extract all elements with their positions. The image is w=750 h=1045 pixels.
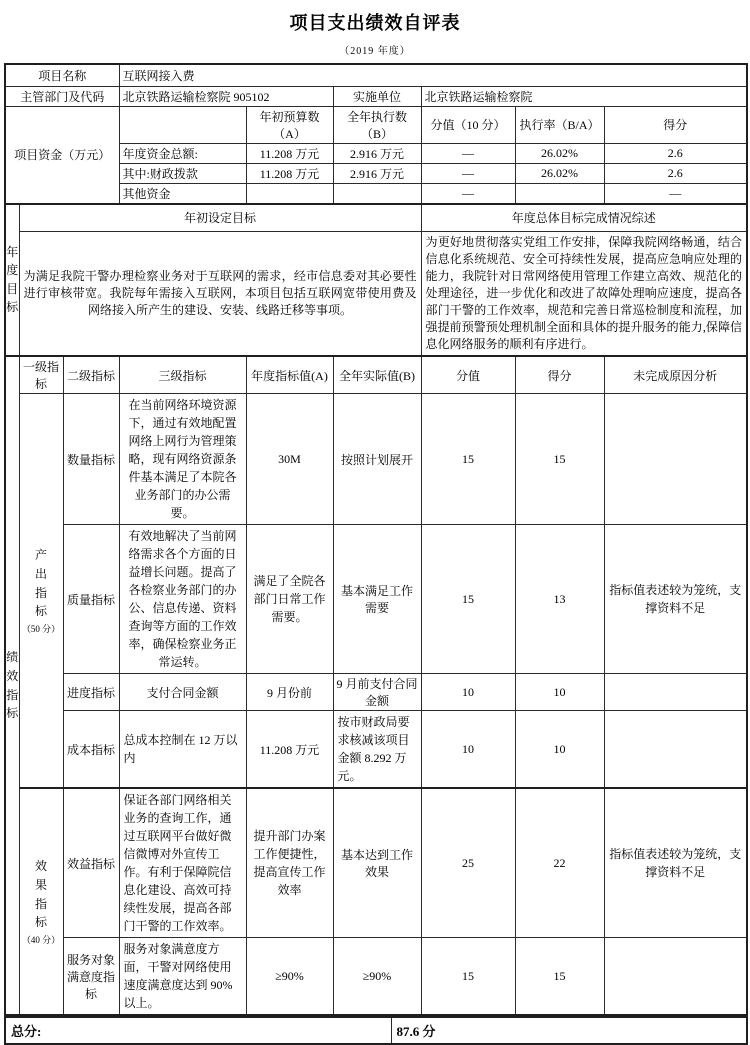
funds-other-label: 其他资金 [119,183,246,204]
funds-header-exec: 全年执行数（B） [333,106,421,143]
goal-summary-text: 为更好地贯彻落实党组工作安排，保障我院网络畅通，结合信息化系统规范、安全可持续性发展，提高应急响应处理的能力，我院针对日常网络使用管理工作建立高效、规范化的处理途径，进一步优化和改进了故障处理响应速度，提高各部门干警的工作效率，规范和完善日常巡检制度和流程，加强提前预警预处理机制全面和具体的提升服务的能力,保障信息化网络服务的顺利有序进行。 [421,232,747,357]
funds-fiscal-label: 其中:财政拨款 [119,163,246,183]
benefit-level3: 保证各部门网络相关业务的查询工作，通过互联网平台做好微信微博对外宣传工作。有利于保障院信息化建设、高效可持续性发展，提高各部门干警的工作效率。 [119,788,246,938]
quality-score: 13 [515,525,604,674]
quantity-reason [604,394,747,525]
funds-fiscal-points: — [421,163,515,183]
funds-total-budget: 11.208 万元 [246,143,333,163]
total-score-table [4,1016,748,1045]
quality-target: 满足了全院各部门日常工作需要。 [246,525,333,674]
quantity-actual: 按照计划展开 [333,394,421,525]
total-score-value: 87.6 分 [391,1017,747,1044]
benefit-score: 22 [515,788,604,938]
self-evaluation-table [4,63,748,1016]
progress-score: 10 [515,674,604,711]
funds-total-exec: 2.916 万元 [333,143,421,163]
impl-unit-label: 实施单位 [333,86,421,106]
funds-fiscal-score: 2.6 [604,163,747,183]
row-quantity-indicator [5,394,747,525]
satisfaction-level3: 服务对象满意度方面，干警对网络使用速度满意度达到 90%以上。 [119,938,246,1016]
funds-total-rate: 26.02% [515,143,604,163]
progress-points: 10 [421,674,515,711]
funds-other-budget [246,183,333,204]
header-actual: 全年实际值(B) [333,356,421,394]
cost-score: 10 [515,711,604,789]
funds-header-score: 得分 [604,106,747,143]
funds-other-exec [333,183,421,204]
goal-right-header: 年度总体目标完成情况综述 [421,204,747,232]
cost-actual: 按市财政局要求核减该项目金额 8.292 万元。 [333,711,421,789]
cost-target: 11.208 万元 [246,711,333,789]
quality-level3: 有效地解决了当前网络需求各个方面的日益增长问题。提高了各检察业务部门的办公、信息传递、资料查询等方面的工作效率，确保检察业务正常运转。 [119,525,246,674]
quality-actual: 基本满足工作需要 [333,525,421,674]
funds-other-points: — [421,183,515,204]
cost-points: 10 [421,711,515,789]
quality-reason: 指标值表述较为笼统，支撑资料不足 [604,525,747,674]
quantity-points: 15 [421,394,515,525]
page-subtitle: （2019 年度） [339,46,411,57]
satisfaction-target: ≥90% [246,938,333,1016]
header-level2: 二级指标 [63,356,119,394]
header-score: 得分 [515,356,604,394]
header-reason: 未完成原因分析 [604,356,747,394]
row-quality-indicator [5,525,747,674]
funds-total-points: — [421,143,515,163]
funds-header-budget: 年初预算数（A） [246,106,333,143]
funds-total-label: 年度资金总额: [119,143,246,163]
row-cost-indicator [5,711,747,789]
satisfaction-reason [604,938,747,1016]
progress-target: 9 月份前 [246,674,333,711]
project-name-label: 项目名称 [5,64,119,86]
row-benefit-indicator [5,788,747,938]
impl-unit-value: 北京铁路运输检察院 [421,86,747,106]
project-name-value: 互联网接入费 [119,64,747,86]
satisfaction-points: 15 [421,938,515,1016]
empty-cell [119,106,246,143]
annual-goal-side-label: 年度目标 [5,204,19,357]
goal-initial-text: 为满足我院干警办理检察业务对于互联网的需求，经市信息委对其必要性进行审核带宽。我院每年需接入互联网，本项目包括互联网宽带使用费及网络接入所产生的建设、安装、线路迁移等事项。 [19,232,421,357]
satisfaction-level2: 服务对象满意度指标 [63,938,119,1016]
progress-reason [604,674,747,711]
group-effect-label: 效果指标 （40 分） [19,788,63,1015]
quantity-level3: 在当前网络环境资源下，通过有效地配置网络上网行为管理策略，现有网络资源条件基本满足了本院各业务部门的办公需要。 [119,394,246,525]
funds-other-score: — [604,183,747,204]
row-satisfaction-indicator [5,938,747,1016]
header-level3: 三级指标 [119,356,246,394]
funds-other-rate [515,183,604,204]
group-output-label: 产出指标 （50 分） [19,394,63,789]
funds-total-score: 2.6 [604,143,747,163]
funds-header-points: 分值（10 分） [421,106,515,143]
funds-fiscal-exec: 2.916 万元 [333,163,421,183]
funds-fiscal-rate: 26.02% [515,163,604,183]
benefit-actual: 基本达到工作效果 [333,788,421,938]
funds-header-rate: 执行率（B/A） [515,106,604,143]
quantity-target: 30M [246,394,333,525]
goal-left-header: 年初设定目标 [19,204,421,232]
total-score-label: 总分: [5,1017,391,1044]
satisfaction-actual: ≥90% [333,938,421,1016]
funds-fiscal-budget: 11.208 万元 [246,163,333,183]
benefit-reason: 指标值表述较为笼统，支撑资料不足 [604,788,747,938]
dept-label: 主管部门及代码 [5,86,119,106]
cost-level3: 总成本控制在 12 万以内 [119,711,246,789]
quality-points: 15 [421,525,515,674]
cost-level2: 成本指标 [63,711,119,789]
benefit-points: 25 [421,788,515,938]
progress-level3: 支付合同金额 [119,674,246,711]
funds-row-label: 项目资金（万元） [5,106,119,204]
header-points: 分值 [421,356,515,394]
satisfaction-score: 15 [515,938,604,1016]
dept-value: 北京铁路运输检察院 905102 [119,86,333,106]
cost-reason [604,711,747,789]
quality-level2: 质量指标 [63,525,119,674]
page-title: 项目支出绩效自评表 [289,13,461,33]
indicators-side-label: 绩效指标 [5,356,19,1015]
quantity-score: 15 [515,394,604,525]
quantity-level2: 数量指标 [63,394,119,525]
row-progress-indicator [5,674,747,711]
header-target: 年度指标值(A) [246,356,333,394]
benefit-target: 提升部门办案工作便捷性，提高宣传工作效率 [246,788,333,938]
header-level1: 一级指标 [19,356,63,394]
progress-level2: 进度指标 [63,674,119,711]
progress-actual: 9 月前支付合同金额 [333,674,421,711]
benefit-level2: 效益指标 [63,788,119,938]
